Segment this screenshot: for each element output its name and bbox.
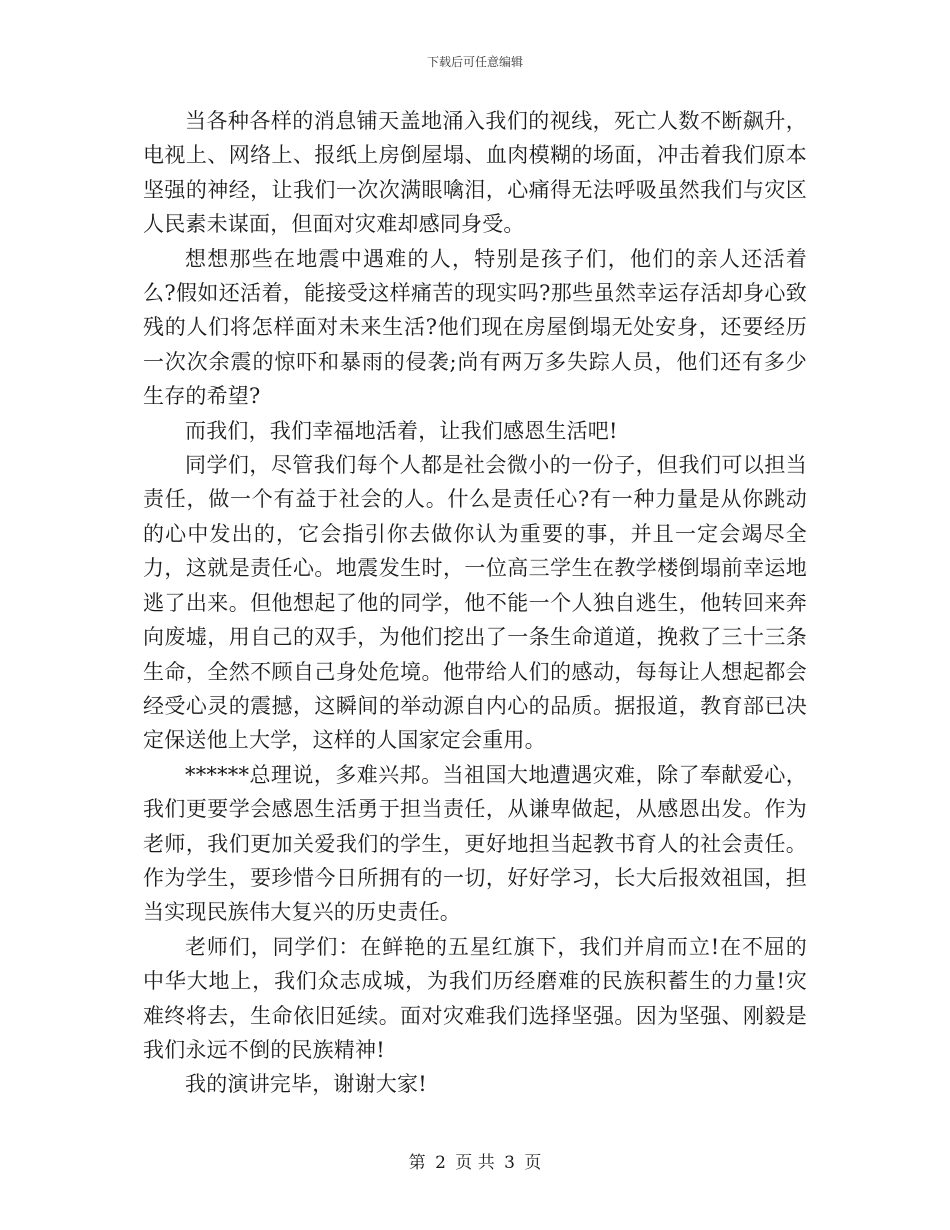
- page-header-note: 下载后可任意编辑: [426, 55, 523, 69]
- total-page-count: 3: [504, 1153, 515, 1173]
- paragraph-4: 同学们，尽管我们每个人都是社会微小的一份子，但我们可以担当责任，做一个有益于社会的人。什么是责任心?有一种力量是从你跳动的心中发出的，它会指引你去做你认为重要的事，并且一定会竭尽全力，这就是责任心。地震发生时，一位高三学生在教学楼倒塌前幸运地逃了出来。但他想起了他的同学，他不能一个人独自逃生，他转回来奔向废墟，用自己的双手，为他们挖出了一条生命道道，挽救了三十三条生命，全然不顾自己身处危境。他带给人们的感动，每每让人想起都会经受心灵的震撼，这瞬间的举动源自内心的品质。据报道，教育部已决定保送他上大学，这样的人国家定会重用。: [143, 453, 807, 753]
- paragraph-6: 老师们，同学们：在鲜艳的五星红旗下，我们并肩而立!在不屈的中华大地上，我们众志成城，为我们历经磨难的民族积蓄生的力量!灾难终将去，生命依旧延续。面对灾难我们选择坚强。因为坚强、刚毅是我们永远不倒的民族精神!: [143, 934, 807, 1062]
- footer-prefix: 第: [408, 1153, 426, 1173]
- footer-suffix: 页: [524, 1153, 542, 1173]
- footer-middle: 页 共: [455, 1153, 495, 1173]
- paragraph-5: ******总理说，多难兴邦。当祖国大地遭遇灾难，除了奉献爱心，我们更要学会感恩生活勇于担当责任，从谦卑做起，从感恩出发。作为老师，我们更加关爱我们的学生，更好地担当起教书育人的社会责任。作为学生，要珍惜今日所拥有的一切，好好学习，长大后报效祖国，担当实现民族伟大复兴的历史责任。: [143, 762, 807, 925]
- paragraph-1: 当各种各样的消息铺天盖地涌入我们的视线，死亡人数不断飙升，电视上、网络上、报纸上房倒屋塌、血肉模糊的场面，冲击着我们原本坚强的神经，让我们一次次满眼噙泪，心痛得无法呼吸虽然我们与灾区人民素未谋面，但面对灾难却感同身受。: [143, 109, 807, 237]
- paragraph-2: 想想那些在地震中遇难的人，特别是孩子们，他们的亲人还活着么?假如还活着，能接受这样痛苦的现实吗?那些虽然幸运存活却身心致残的人们将怎样面对未来生活?他们现在房屋倒塌无处安身，还要经历一次次余震的惊吓和暴雨的侵袭;尚有两万多失踪人员，他们还有多少生存的希望?: [143, 246, 807, 409]
- page-number-footer: [0, 1152, 950, 1174]
- current-page-number: 2: [435, 1153, 446, 1173]
- paragraph-7: 我的演讲完毕，谢谢大家!: [185, 1072, 427, 1097]
- speech-body: [143, 104, 807, 1102]
- paragraph-3: 而我们，我们幸福地活着，让我们感恩生活吧!: [185, 418, 618, 443]
